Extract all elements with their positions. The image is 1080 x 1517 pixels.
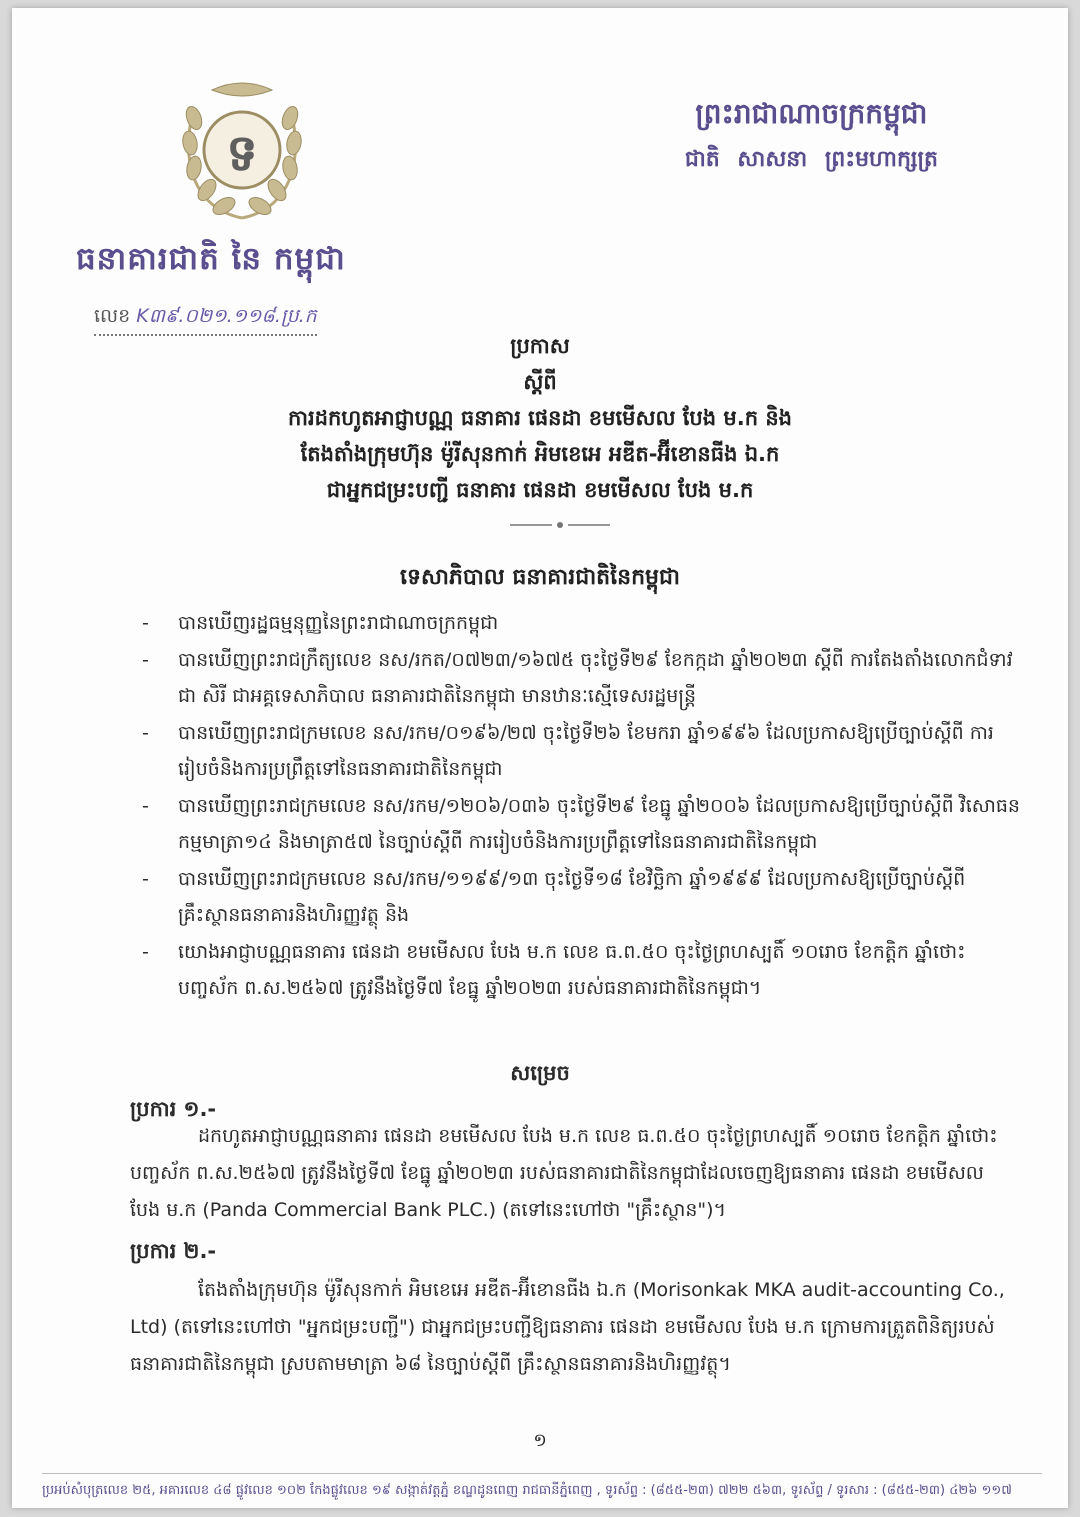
kingdom-name: ព្រះរាជាណាចក្រកម្ពុជា (695, 97, 928, 130)
list-item: - បានឃើញរដ្ឋធម្មនុញ្ញនៃព្រះរាជាណាចក្រកម្ពុជា (142, 612, 499, 634)
footer-address: ប្រអប់សំបុត្រលេខ ២៥, អគារលេខ ៤៨ ផ្លូវលេខ ១០២ កែងផ្លូវលេខ ១៩ សង្កាត់វត្តភ្នំ ខណ្ឌដូនពេញ រាជធានីភ្នំពេញ , ទូរស័ព្ទ : (៨៥៥-២៣) ៧២២ ៥៦៣, ទូរស័ព្ទ / ទូរសារ : (៨៥៥-២៣) ៤២៦ ១១៧ (42, 1473, 1042, 1501)
list-item: - បានឃើញព្រះរាជក្រឹត្យលេខ នស/រកត/០៧២៣/១៦៧៥ ចុះថ្ងៃទី២៩ ខែកក្កដា ឆ្នាំ២០២៣ ស្ដីពី ការតែងតាំងលោកជំទាវ ជា សិរី ជាអគ្គទេសាភិបាល ធនាគារជាតិនៃកម្ពុជា មានឋានៈស្មើទេសរដ្ឋមន្ត្រី (142, 649, 1013, 707)
article-2-body: តែងតាំងក្រុមហ៊ុន ម៉ូរីសុនកាក់ អិមខេអេ អឌីត-អ៊ីខោនធីង ឯ.ក (Morisonkak MKA audit-accounting Co., Ltd) (តទៅនេះហៅថា "អ្នកជម្រះបញ្ជី") ជាអ្នកជម្រះបញ្ជីឱ្យធនាគារ ផេនដា ខមមើសល បែង ម.ក ក្រោមការត្រួតពិនិត្យរបស់ធនាគារជាតិនៃកម្ពុជា ស្របតាមមាត្រា ៦៨ នៃច្បាប់ស្ដីពី គ្រឹះស្ថានធនាគារនិងហិរញ្ញវត្ថុ។ (130, 1279, 1005, 1375)
visa-list (142, 605, 1022, 1007)
decision-heading: សម្រេច (510, 1061, 570, 1085)
issuing-bank-name: ធនាគារជាតិ នៃ កម្ពុជា (76, 241, 346, 277)
document-page (12, 8, 1068, 1508)
ornamental-divider-icon (510, 520, 610, 530)
list-item: - យោងអាជ្ញាបណ្ណធនាគារ ផេនដា ខមមើសល បែង ម.ក លេខ ធ.ព.៥០ ចុះថ្ងៃព្រហស្បតិ៍ ១០រោច ខែកត្ដិក ឆ្នាំថោះ បញ្ចស័ក ព.ស.២៥៦៧ ត្រូវនឹងថ្ងៃទី៧ ខែធ្នូ ឆ្នាំ២០២៣ របស់ធនាគារជាតិនៃកម្ពុជា។ (142, 941, 966, 999)
visa-text: យោងអាជ្ញាបណ្ណធនាគារ ផេនដា ខមមើសល បែង ម.ក លេខ ធ.ព.៥០ ចុះថ្ងៃព្រហស្បតិ៍ ១០រោច ខែកត្ដិក ឆ្នាំថោះ បញ្ចស័ក ព.ស.២៥៦៧ ត្រូវនឹងថ្ងៃទី៧ ខែធ្នូ ឆ្នាំ២០២៣ របស់ធនាគារជាតិនៃកម្ពុជា។ (178, 941, 966, 999)
document-type: ប្រកាស (510, 334, 570, 358)
document-title (12, 328, 1068, 508)
article-1-body: ដកហូតអាជ្ញាបណ្ណធនាគារ ផេនដា ខមមើសល បែង ម.ក លេខ ធ.ព.៥០ ចុះថ្ងៃព្រហស្បតិ៍ ១០រោច ខែកត្ដិក ឆ្នាំថោះ បញ្ចស័ក ព.ស.២៥៦៧ ត្រូវនឹងថ្ងៃទី៧ ខែធ្នូ ឆ្នាំ២០២៣ របស់ធនាគារជាតិនៃកម្ពុជាដែលចេញឱ្យធនាគារ ផេនដា ខមមើសល បែង ម.ក (Panda Commercial Bank PLC.) (តទៅនេះហៅថា "គ្រឹះស្ថាន")។ (130, 1125, 998, 1221)
list-item: - បានឃើញព្រះរាជក្រមលេខ នស/រកម/០១៩៦/២៧ ចុះថ្ងៃទី២៦ ខែមករា ឆ្នាំ១៩៩៦ ដែលប្រកាសឱ្យប្រើច្បាប់ស្ដីពី ការរៀបចំនិងការប្រព្រឹត្តទៅនៃធនាគារជាតិនៃកម្ពុជា (142, 722, 994, 780)
issuing-authority: ទេសាភិបាល ធនាគារជាតិនៃកម្ពុជា (400, 565, 680, 590)
visa-text: បានឃើញព្រះរាជក្រមលេខ នស/រកម/១២០៦/០៣៦ ចុះថ្ងៃទី២៩ ខែធ្នូ ឆ្នាំ២០០៦ ដែលប្រកាសឱ្យប្រើច្បាប់ស្ដីពី វិសោធនកម្មមាត្រា១៤ និងមាត្រា៥៧ នៃច្បាប់ស្ដីពី ការរៀបចំនិងការប្រព្រឹត្តទៅនៃធនាគារជាតិនៃកម្ពុជា (178, 795, 1020, 853)
list-item: - បានឃើញព្រះរាជក្រមលេខ នស/រកម/១១៩៩/១៣ ចុះថ្ងៃទី១៨ ខែវិច្ឆិកា ឆ្នាំ១៩៩៩ ដែលប្រកាសឱ្យប្រើច្បាប់ស្ដីពី គ្រឹះស្ថានធនាគារនិងហិរញ្ញវត្ថុ និង (142, 868, 966, 926)
visa-text: បានឃើញព្រះរាជក្រឹត្យលេខ នស/រកត/០៧២៣/១៦៧៥ ចុះថ្ងៃទី២៩ ខែកក្កដា ឆ្នាំ២០២៣ ស្ដីពី ការតែងតាំងលោកជំទាវ ជា សិរី ជាអគ្គទេសាភិបាល ធនាគារជាតិនៃកម្ពុជា មានឋានៈស្មើទេសរដ្ឋមន្ត្រី (178, 649, 1013, 707)
kingdom-heading (685, 96, 938, 177)
title-line-1: ការដកហូតអាជ្ញាបណ្ណ ធនាគារ ផេនដា ខមមើសល បែង ម.ក និង (287, 406, 793, 430)
article-2-heading: ប្រការ ២.- (130, 1239, 217, 1263)
reference-value: K៣៩.០២១.១១៨.ប្រ.ក (136, 305, 317, 327)
visa-text: បានឃើញព្រះរាជក្រមលេខ នស/រកម/០១៩៦/២៧ ចុះថ្ងៃទី២៦ ខែមករា ឆ្នាំ១៩៩៦ ដែលប្រកាសឱ្យប្រើច្បាប់ស្ដីពី ការរៀបចំនិងការប្រព្រឹត្តទៅនៃធនាគារជាតិនៃកម្ពុជា (178, 722, 994, 780)
visa-text: បានឃើញព្រះរាជក្រមលេខ នស/រកម/១១៩៩/១៣ ចុះថ្ងៃទី១៨ ខែវិច្ឆិកា ឆ្នាំ១៩៩៩ ដែលប្រកាសឱ្យប្រើច្បាប់ស្ដីពី គ្រឹះស្ថានធនាគារនិងហិរញ្ញវត្ថុ និង (178, 868, 966, 926)
article-1-heading: ប្រការ ១.- (130, 1097, 217, 1121)
national-motto: ជាតិ សាសនា ព្រះមហាក្សត្រ (684, 147, 938, 172)
title-line-3: ជាអ្នកជម្រះបញ្ជី ធនាគារ ផេនដា ខមមើសល បែង ម.ក (326, 478, 754, 502)
list-item: - បានឃើញព្រះរាជក្រមលេខ នស/រកម/១២០៦/០៣៦ ចុះថ្ងៃទី២៩ ខែធ្នូ ឆ្នាំ២០០៦ ដែលប្រកាសឱ្យប្រើច្បាប់ស្ដីពី វិសោធនកម្មមាត្រា១៤ និងមាត្រា៥៧ នៃច្បាប់ស្ដីពី ការរៀបចំនិងការប្រព្រឹត្តទៅនៃធនាគារជាតិនៃកម្ពុជា (142, 795, 1020, 853)
national-bank-emblem-icon (172, 78, 312, 228)
title-line-2: តែងតាំងក្រុមហ៊ុន ម៉ូរីសុនកាក់ អិមខេអេ អឌីត-អ៊ីខោនធីង ឯ.ក (300, 442, 780, 466)
visa-text: បានឃើញរដ្ឋធម្មនុញ្ញនៃព្រះរាជាណាចក្រកម្ពុជា (178, 612, 499, 634)
svg-text:ទ: ទ (226, 123, 258, 182)
document-about: ស្ដីពី (523, 370, 557, 394)
page-number: ១ (533, 1430, 547, 1451)
reference-label: លេខ (94, 305, 131, 327)
